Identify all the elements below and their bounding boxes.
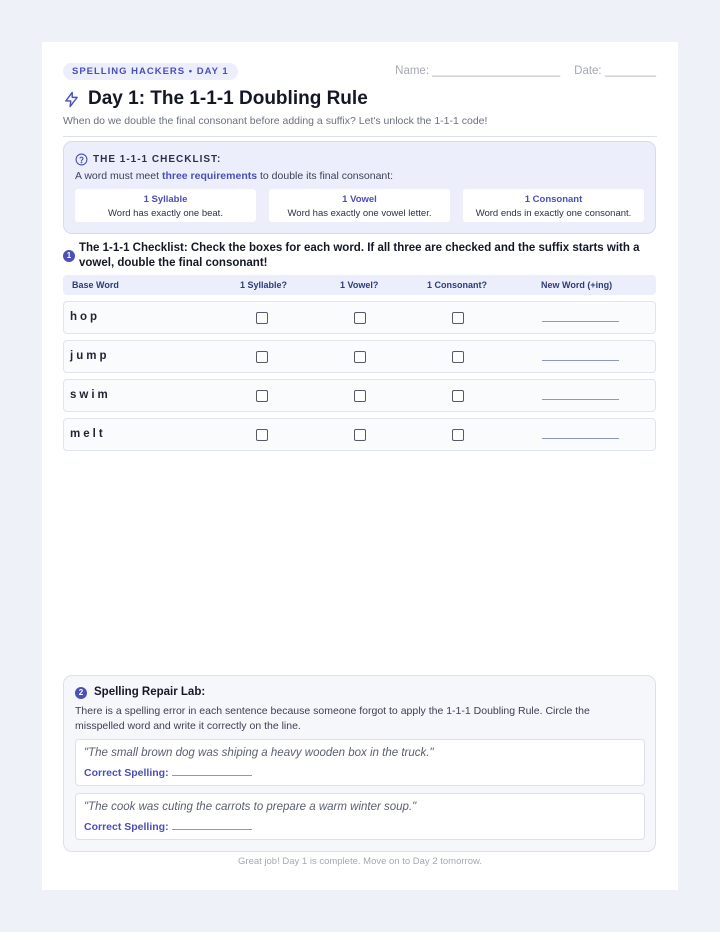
consonant-checkbox[interactable] <box>452 390 464 402</box>
intro-text-end: to double its final consonant: <box>257 170 394 182</box>
vowel-checkbox[interactable] <box>354 390 366 402</box>
checklist-heading <box>75 153 221 166</box>
checklist-intro <box>75 170 393 182</box>
base-word: melt <box>70 428 106 440</box>
syllable-checkbox[interactable] <box>256 390 268 402</box>
base-word: hop <box>70 311 101 323</box>
sentence-text: "The cook was cuting the carrots to prepare a warm winter soup." <box>84 801 417 813</box>
syllable-checkbox[interactable] <box>256 429 268 441</box>
sentence-card <box>75 739 645 786</box>
correct-spelling-label: Correct Spelling: <box>84 767 169 779</box>
column-header: 1 Consonant? <box>427 280 487 290</box>
requirement-card <box>75 189 256 222</box>
sentence-card <box>75 793 645 840</box>
intro-text: A word must meet <box>75 170 162 182</box>
requirement-title: 1 Consonant <box>524 194 583 205</box>
column-header: 1 Syllable? <box>240 280 288 290</box>
requirement-desc: Word ends in exactly one consonant. <box>475 208 632 219</box>
requirement-desc: Word has exactly one vowel letter. <box>287 208 432 219</box>
table-row <box>63 379 656 412</box>
table-row <box>63 418 656 451</box>
table-header <box>63 275 656 295</box>
spelling-repair-lab <box>63 675 656 852</box>
base-word: swim <box>70 389 111 401</box>
vowel-checkbox[interactable] <box>354 351 366 363</box>
date-field[interactable]: Date: ________ <box>574 65 656 77</box>
vowel-checkbox[interactable] <box>354 429 366 441</box>
consonant-checkbox[interactable] <box>452 351 464 363</box>
question-circle-icon <box>75 153 88 166</box>
column-header: Base Word <box>72 280 119 290</box>
new-word-line[interactable] <box>542 438 619 439</box>
correct-spelling-field[interactable] <box>84 820 252 833</box>
answer-line[interactable] <box>172 766 252 776</box>
lab-title: Spelling Repair Lab: <box>94 686 206 698</box>
lightning-bolt-icon <box>63 91 80 108</box>
intro-emphasis: three requirements <box>161 170 258 182</box>
requirement-title: 1 Syllable <box>143 194 188 205</box>
new-word-line[interactable] <box>542 399 619 400</box>
consonant-checkbox[interactable] <box>452 429 464 441</box>
lab-instructions: There is a spelling error in each sentence because someone forgot to apply the 1-1-1 Doubling Rule. Circle the misspelled word and write it correctly on the line. <box>75 705 590 732</box>
name-date-fields <box>395 65 656 77</box>
new-word-line[interactable] <box>542 321 619 322</box>
requirement-desc: Word has exactly one beat. <box>108 208 223 219</box>
sentence-text: "The small brown dog was shiping a heavy wooden box in the truck." <box>84 747 434 759</box>
correct-spelling-field[interactable] <box>84 766 252 779</box>
table-row <box>63 301 656 334</box>
title-row <box>63 88 368 110</box>
base-word: jump <box>70 350 110 362</box>
column-header: 1 Vowel? <box>340 280 379 290</box>
question-number: 1 <box>63 250 75 262</box>
checklist-panel <box>63 141 656 234</box>
divider <box>63 136 657 137</box>
footer-note: Great job! Day 1 is complete. Move on to Day 2 tomorrow. <box>238 856 482 867</box>
requirement-card <box>463 189 644 222</box>
page-subtitle: When do we double the final consonant before adding a suffix? Let's unlock the 1-1-1 code! <box>63 115 488 127</box>
new-word-line[interactable] <box>542 360 619 361</box>
answer-line[interactable] <box>172 820 252 830</box>
consonant-checkbox[interactable] <box>452 312 464 324</box>
question-prompt: The 1-1-1 Checklist: Check the boxes for each word. If all three are checked and the suffix starts with a vowel, double the final consonant! <box>79 242 640 269</box>
syllable-checkbox[interactable] <box>256 351 268 363</box>
requirement-title: 1 Vowel <box>342 194 377 205</box>
checklist-heading-text: THE 1-1-1 CHECKLIST: <box>93 154 222 165</box>
table-row <box>63 340 656 373</box>
series-badge: SPELLING HACKERS • DAY 1 <box>63 63 238 80</box>
name-field[interactable]: Name: ____________________ <box>395 65 561 77</box>
requirement-card <box>269 189 450 222</box>
worksheet <box>42 42 678 890</box>
correct-spelling-label: Correct Spelling: <box>84 821 169 833</box>
column-header: New Word (+ing) <box>541 280 613 290</box>
syllable-checkbox[interactable] <box>256 312 268 324</box>
vowel-checkbox[interactable] <box>354 312 366 324</box>
question-number: 2 <box>75 687 87 699</box>
page-title: Day 1: The 1-1-1 Doubling Rule <box>88 88 368 109</box>
